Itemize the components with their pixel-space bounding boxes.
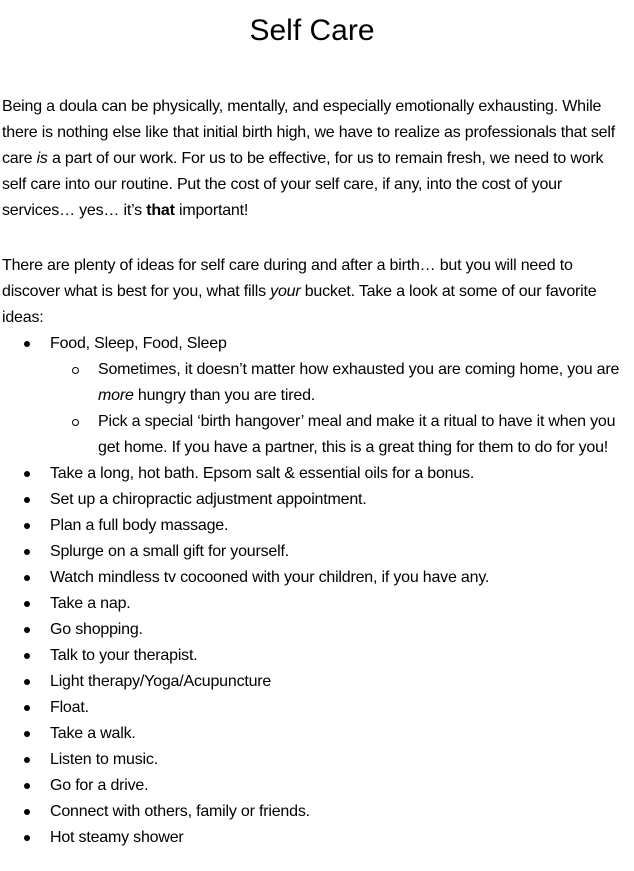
paragraph xyxy=(2,94,622,224)
page-title: Self Care xyxy=(249,14,375,47)
text-segment: Connect with others, family or friends. xyxy=(50,803,310,820)
list-item xyxy=(2,539,622,565)
text-segment: Food, Sleep, Food, Sleep xyxy=(50,335,227,352)
disc-bullet-icon xyxy=(24,471,30,477)
text-segment: There are plenty of ideas for self care during and after a birth… but you will need to discover what is best for you, what fills xyxy=(2,257,573,300)
text-segment: Set up a chiropractic adjustment appointment. xyxy=(50,491,367,508)
text-segment: Go shopping. xyxy=(50,621,143,638)
list-item-text xyxy=(50,647,197,664)
list-item xyxy=(2,825,622,851)
disc-bullet-icon xyxy=(24,523,30,529)
list-item-text xyxy=(98,413,615,456)
list-item-text xyxy=(50,569,489,586)
list-item-text xyxy=(50,829,184,846)
intro-paragraphs xyxy=(2,94,622,331)
text-segment: Light therapy/Yoga/Acupuncture xyxy=(50,673,272,690)
text-segment: Watch mindless tv cocooned with your children, if you have any. xyxy=(50,569,490,586)
list-item xyxy=(2,643,622,669)
text-segment: Hot steamy shower xyxy=(50,829,184,846)
text-segment: Sometimes, it doesn’t matter how exhausted you are coming home, you are xyxy=(98,361,620,378)
list-item-text xyxy=(50,335,227,352)
text-segment: your xyxy=(270,283,301,300)
list-item xyxy=(2,487,622,513)
text-segment: Float. xyxy=(50,699,89,716)
circle-bullet-icon xyxy=(72,419,79,426)
list-item xyxy=(2,565,622,591)
disc-bullet-icon xyxy=(24,679,30,685)
list-item-text xyxy=(50,803,310,820)
list-item xyxy=(2,747,622,773)
list-item-text xyxy=(98,361,619,404)
list-item xyxy=(2,721,622,747)
text-segment: Take a long, hot bath. Epsom salt & essential oils for a bonus. xyxy=(50,465,475,482)
circle-bullet-icon xyxy=(72,367,79,374)
list-item-text xyxy=(50,465,474,482)
self-care-ideas-list xyxy=(2,331,622,851)
text-segment: is xyxy=(36,150,48,167)
disc-bullet-icon xyxy=(24,497,30,503)
text-segment: that xyxy=(146,202,175,219)
disc-bullet-icon xyxy=(24,705,30,711)
disc-bullet-icon xyxy=(24,757,30,763)
text-segment: Listen to music. xyxy=(50,751,158,768)
list-item xyxy=(2,799,622,825)
list-item xyxy=(2,409,622,461)
text-segment: Take a nap. xyxy=(50,595,131,612)
list-item-text xyxy=(50,491,367,508)
text-segment: Splurge on a small gift for yourself. xyxy=(50,543,289,560)
list-item-text xyxy=(50,673,271,690)
disc-bullet-icon xyxy=(24,575,30,581)
disc-bullet-icon xyxy=(24,601,30,607)
list-item-text xyxy=(50,621,143,638)
disc-bullet-icon xyxy=(24,731,30,737)
list-item xyxy=(2,461,622,487)
text-segment: Being a doula can be physically, mentally, and especially emotionally exhausting. While there is nothing else like that initial birth high, we have to realize as professionals that self care xyxy=(2,98,615,167)
text-segment: Pick a special ‘birth hangover’ meal and make it a ritual to have it when you get home. If you have a partner, this is a great thing for them to do for you! xyxy=(98,413,616,456)
list-item xyxy=(2,357,622,409)
list-item-text xyxy=(50,517,228,534)
list-item-text xyxy=(50,777,148,794)
text-segment: hungry than you are tired. xyxy=(133,387,316,404)
list-item xyxy=(2,695,622,721)
text-segment: Go for a drive. xyxy=(50,777,149,794)
text-segment: Plan a full body massage. xyxy=(50,517,229,534)
list-item xyxy=(2,513,622,539)
list-item-text xyxy=(50,543,289,560)
text-segment: Take a walk. xyxy=(50,725,136,742)
disc-bullet-icon xyxy=(24,653,30,659)
text-segment: a part of our work. For us to be effective, for us to remain fresh, we need to work self care into our routine. Put the cost of your self care, if any, into the cost of your services… yes… it’s xyxy=(2,150,604,219)
list-item xyxy=(2,617,622,643)
list-item-text xyxy=(50,595,131,612)
disc-bullet-icon xyxy=(24,549,30,555)
disc-bullet-icon xyxy=(24,835,30,841)
list-item-text xyxy=(50,725,136,742)
disc-bullet-icon xyxy=(24,627,30,633)
text-segment: more xyxy=(98,387,134,404)
disc-bullet-icon xyxy=(24,783,30,789)
text-segment: important! xyxy=(174,202,249,219)
disc-bullet-icon xyxy=(24,809,30,815)
list-item xyxy=(2,331,622,357)
disc-bullet-icon xyxy=(24,341,30,347)
text-segment: bucket. Take a look at some of our favorite ideas: xyxy=(2,283,597,326)
text-segment: Talk to your therapist. xyxy=(50,647,198,664)
paragraph xyxy=(2,253,622,331)
list-item xyxy=(2,773,622,799)
list-item xyxy=(2,591,622,617)
list-item xyxy=(2,669,622,695)
list-item-text xyxy=(50,751,158,768)
list-item-text xyxy=(50,699,89,716)
